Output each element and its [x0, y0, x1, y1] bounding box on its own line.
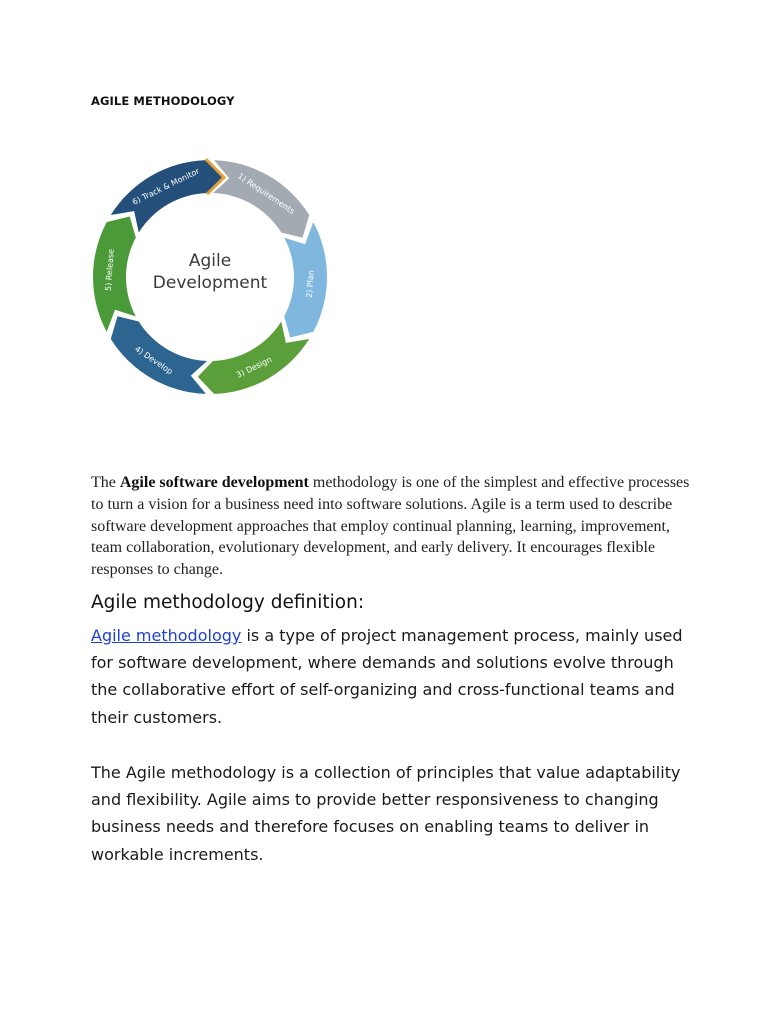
intro-paragraph [91, 472, 691, 581]
cycle-label-design: 3) Design [234, 354, 274, 380]
cycle-label-develop: 4) Develop [133, 344, 175, 377]
cycle-segment-release [93, 217, 136, 332]
definition-paragraph-body: is a type of project management process, mainly used for software development, where demands and solutions evolve through the collaborative effort of self-organizing and cross-functional teams and their customers. [91, 626, 683, 727]
intro-body: methodology is one of the simplest and effective processes to turn a vision for a business need into software solutions. Agile is a term used to describe software development approaches that employ continual planning, learning, improvement, team collaboration, evolutionary development, and early delivery. It encourages flexible responses to change. [91, 474, 690, 579]
intro-prefix: The [91, 474, 120, 491]
cycle-label-track-monitor: 6) Track & Monitor [130, 166, 201, 207]
diagram-center-title: Agile [188, 251, 232, 271]
agile-cycle-diagram [82, 142, 338, 414]
definition-heading: Agile methodology definition: [91, 592, 365, 613]
diagram-center-subtitle: Development [152, 273, 268, 293]
cycle-segment-develop [111, 316, 207, 394]
cycle-label-plan: 2) Plan [304, 269, 316, 299]
principles-paragraph: The Agile methodology is a collection of principles that value adaptability and flexibility. Agile aims to provide better responsiveness to changing business needs and therefore focuses on enabling teams to deliver in workable increments. [91, 763, 681, 864]
cycle-label-requirements: 1) Requirements [236, 171, 297, 216]
document-title: AGILE METHODOLOGY [91, 94, 235, 108]
cycle-label-release: 5) Release [103, 248, 116, 292]
definition-paragraph [91, 622, 691, 731]
cycle-segment-requirements [213, 160, 309, 238]
agile-methodology-link[interactable]: Agile methodology [91, 626, 242, 645]
intro-bold-term: Agile software development [119, 474, 309, 491]
